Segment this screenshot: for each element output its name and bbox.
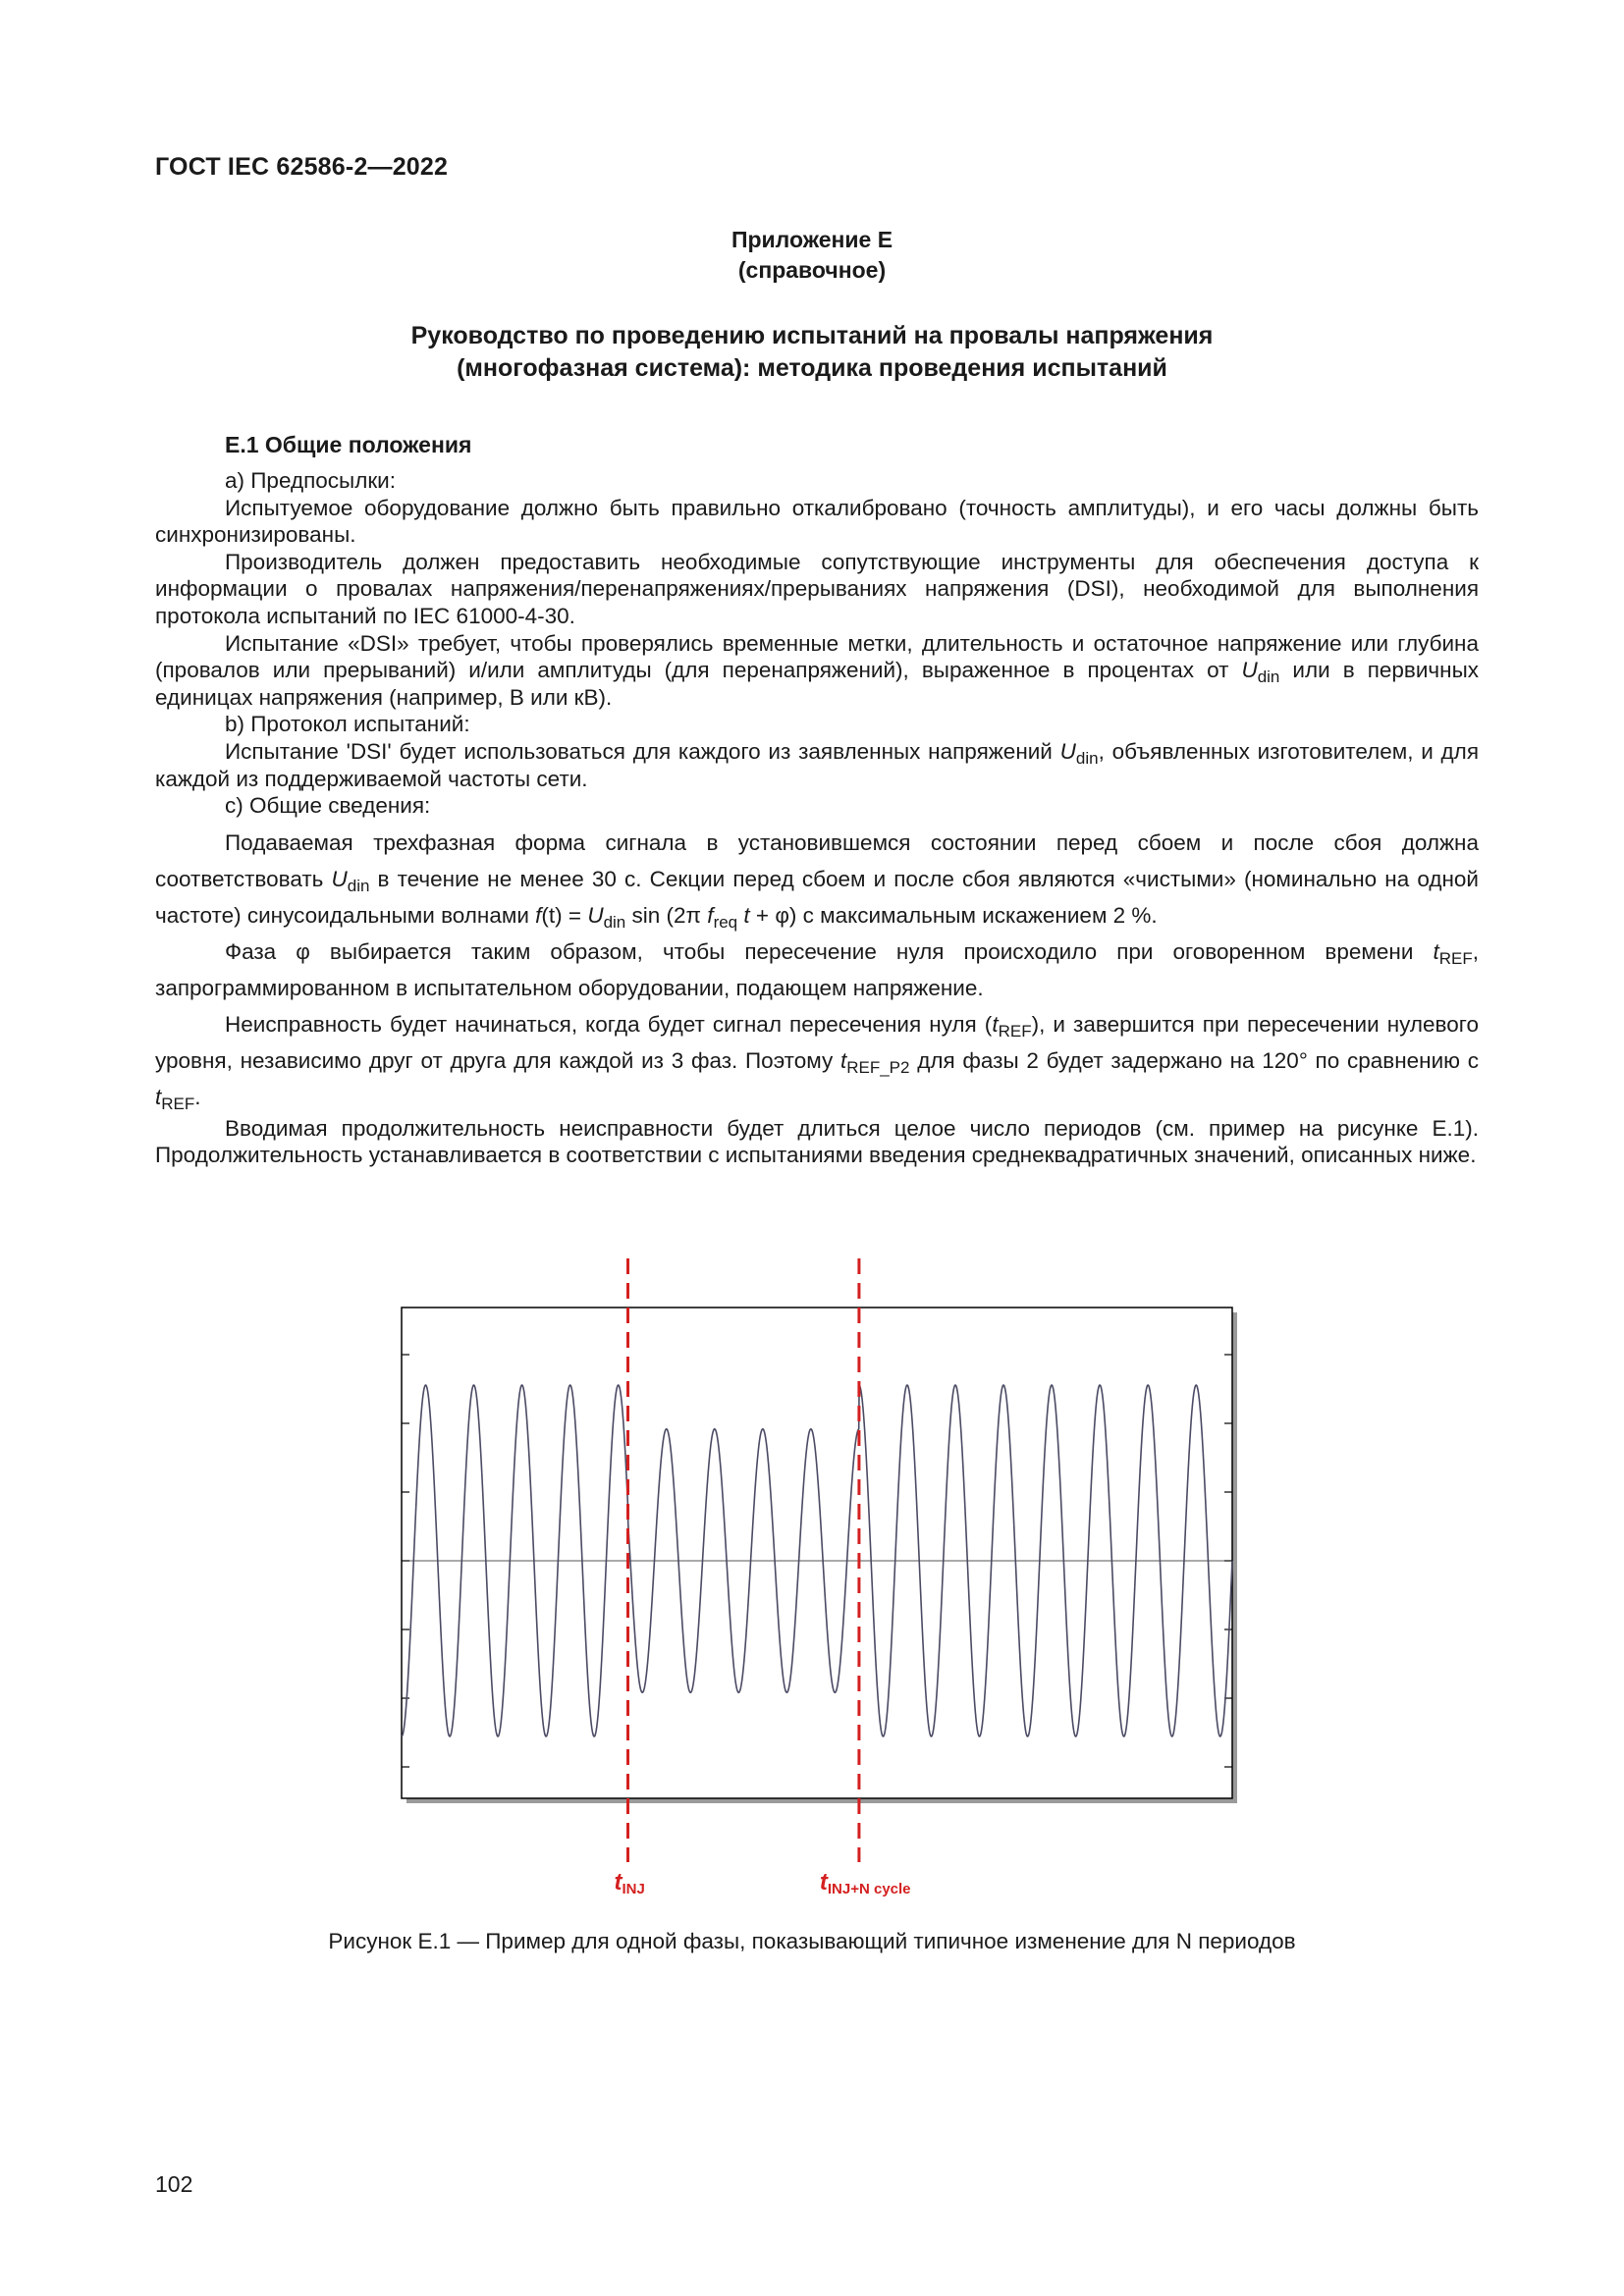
item-a-label: a) Предпосылки: [225,468,397,493]
body-text [155,467,1479,1169]
item-b-label: b) Протокол испытаний: [225,712,470,737]
marker-label-inj: tINJ [614,1869,645,1897]
page-number: 102 [155,2171,193,2197]
annex-heading-line1: Руководство по проведению испытаний на провалы напряжения [410,322,1214,349]
annex-heading-line2: (многофазная система): методика проведения испытаний [457,354,1167,382]
section-title: Е.1 Общие положения [225,432,472,457]
marker-label-inj-n-cycle: tINJ+N cycle [819,1869,911,1897]
paragraph-8: Вводимая продолжительность неисправности будет длиться целое число периодов (см. пример на рисунке Е.1). Продолжительность устанавливается в соответствии с испытаниями введения среднеквадратичных значений, описанных ниже. [155,1115,1479,1168]
paragraph-4: Испытание 'DSI' будет использоваться для каждого из заявленных напряжений $U_{din}$, объявленных изготовителем, и для каждой из поддерживаемой частоты сети. [155,738,1479,791]
paragraph-1: Испытуемое оборудование должно быть правильно откалибровано (точность амплитуды), и его часы должны быть синхронизированы. [155,495,1479,548]
annex-title: Приложение Е [731,227,893,252]
paragraph-6: Фаза φ выбирается таким образом, чтобы пересечение нуля происходило при оговоренном времени $t_{REF}$, запрограммированном в испытательном оборудовании, подающем напряжение. [155,938,1479,1000]
waveform-chart [388,1258,1272,1906]
standard-header: ГОСТ IEC 62586-2—2022 [155,153,449,181]
figure-e1 [388,1258,1272,1906]
paragraph-3: Испытание «DSI» требует, чтобы проверялись временные метки, длительность и остаточное напряжение или глубина (провалов или прерываний) и/или амплитуды (для перенапряжений), выраженное в процентах от $U_{din}$ или в первичных единицах напряжения (например, В или кВ). [155,630,1479,710]
paragraph-7: Неисправность будет начинаться, когда будет сигнал пересечения нуля $(t_{REF})$, и завершится при пересечении нулевого уровня, независимо друг от друга для каждой из 3 фаз. Поэтому $t_{REF\_P2}$ для фазы 2 будет задержано на 120° по сравнению с $t_{REF}$. [155,1011,1479,1113]
plot-frame [402,1308,1232,1798]
paragraph-5: Подаваемая трехфазная форма сигнала в установившемся состоянии перед сбоем и после сбоя должна соответствовать $U_{din}$ в течение не менее 30 с. Секции перед сбоем и после сбоя являются «чистыми» (номинально на одной частоте) синусоидальными волнами $f(t) = U_{din}$ sin (2π $f_{req}$ t + φ) с максимальным искажением 2 %. [155,829,1479,932]
figure-caption: Рисунок Е.1 — Пример для одной фазы, показывающий типичное изменение для N периодов [328,1929,1296,1953]
annex-type: (справочное) [737,257,887,283]
paragraph-2: Производитель должен предоставить необходимые сопутствующие инструменты для обеспечения доступа к информации о провалах напряжения/перенапряжениях/прерываниях напряжения (DSI), необходимой для выполнения протокола испытаний по IEC 61000-4-30. [155,549,1479,628]
item-c-label: c) Общие сведения: [225,793,431,819]
